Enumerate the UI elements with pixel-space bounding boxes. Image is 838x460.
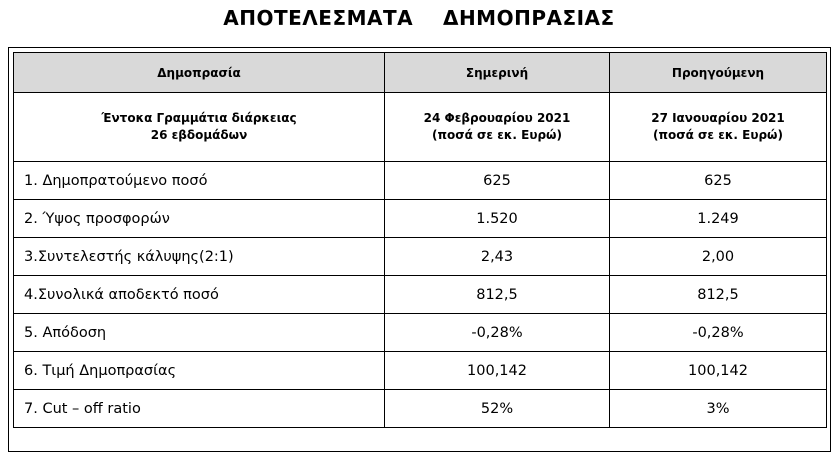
current-date: 24 Φεβρουαρίου 2021 (423, 111, 571, 125)
current-units: (ποσά σε εκ. Ευρώ) (432, 128, 562, 142)
column-header-auction: Δημοπρασία (14, 53, 385, 93)
previous-date-cell (610, 93, 827, 162)
table-row (14, 200, 827, 238)
subheader-row (14, 93, 827, 162)
row-label: 3.Συντελεστής κάλυψης(2:1) (14, 238, 385, 276)
current-date-cell (385, 93, 610, 162)
table-row (14, 352, 827, 390)
auction-results-table (13, 52, 827, 428)
row-label: 7. Cut – off ratio (14, 390, 385, 428)
current-value: 100,142 (385, 352, 610, 390)
current-value: 2,43 (385, 238, 610, 276)
previous-value: 100,142 (610, 352, 827, 390)
row-label: 2. Ύψος προσφορών (14, 200, 385, 238)
current-value: 52% (385, 390, 610, 428)
previous-date: 27 Ιανουαρίου 2021 (651, 111, 785, 125)
table-row (14, 238, 827, 276)
column-header-previous: Προηγούμενη (610, 53, 827, 93)
column-header-current: Σημερινή (385, 53, 610, 93)
row-label: 5. Απόδοση (14, 314, 385, 352)
table-row (14, 162, 827, 200)
current-value: -0,28% (385, 314, 610, 352)
previous-value: 812,5 (610, 276, 827, 314)
previous-value: 625 (610, 162, 827, 200)
previous-value: 3% (610, 390, 827, 428)
instrument-line1: Έντοκα Γραμμάτια διάρκειας (101, 111, 297, 125)
row-label: 6. Τιμή Δημοπρασίας (14, 352, 385, 390)
page-title: ΑΠΟΤΕΛΕΣΜΑΤΑ ΔΗΜΟΠΡΑΣΙΑΣ (223, 6, 615, 30)
current-value: 812,5 (385, 276, 610, 314)
current-value: 625 (385, 162, 610, 200)
table-row (14, 276, 827, 314)
header-row (14, 53, 827, 93)
table-row (14, 390, 827, 428)
instrument-cell (14, 93, 385, 162)
row-label: 4.Συνολικά αποδεκτό ποσό (14, 276, 385, 314)
row-label: 1. Δημοπρατούμενο ποσό (14, 162, 385, 200)
previous-value: 1.249 (610, 200, 827, 238)
table-row (14, 314, 827, 352)
previous-units: (ποσά σε εκ. Ευρώ) (653, 128, 783, 142)
current-value: 1.520 (385, 200, 610, 238)
previous-value: -0,28% (610, 314, 827, 352)
previous-value: 2,00 (610, 238, 827, 276)
instrument-line2: 26 εβδομάδων (150, 128, 248, 142)
